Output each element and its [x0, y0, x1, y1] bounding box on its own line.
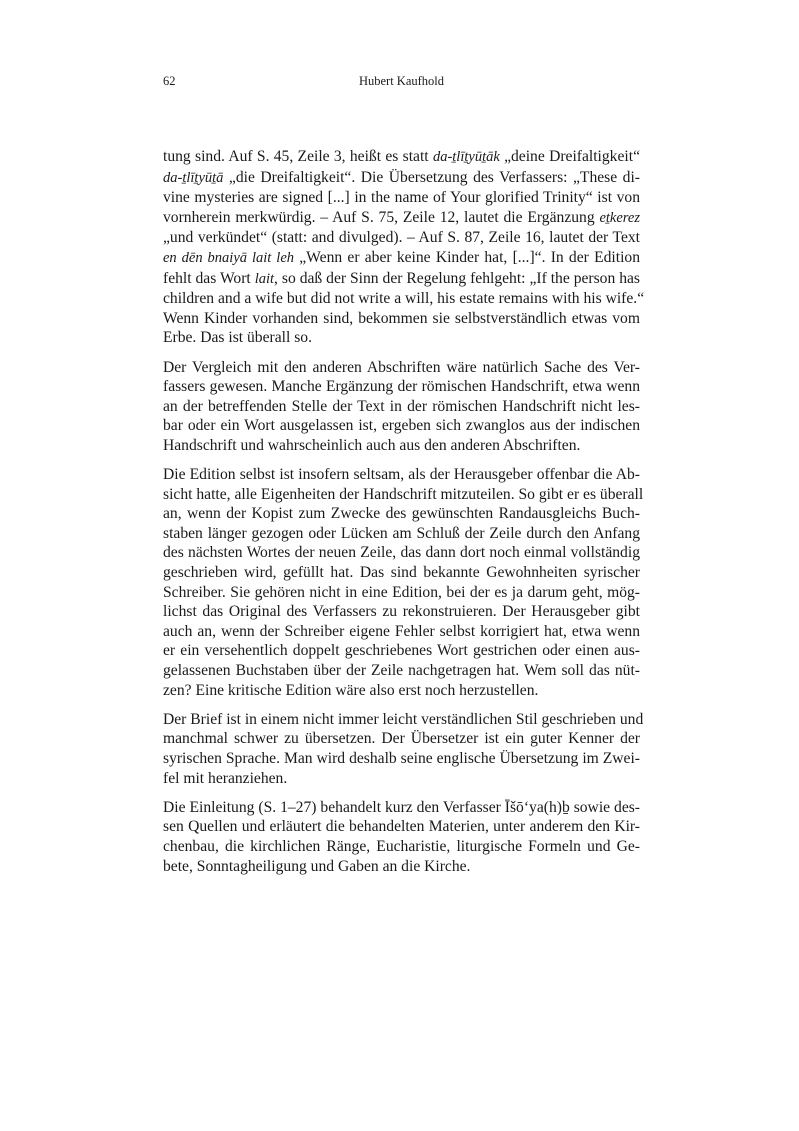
- text-segment: fassers gewesen. Manche Ergänzung der römischen Handschrift, etwa wenn: [163, 378, 640, 396]
- text-line: [163, 729, 640, 749]
- body-text: [163, 147, 645, 886]
- text-line: [163, 710, 644, 730]
- text-line: [163, 416, 640, 436]
- text-segment: lichst das Original des Verfassers zu rekonstruieren. Der Herausgeber gibt: [163, 603, 640, 621]
- text-line: [163, 837, 640, 857]
- text-segment: sicht hatte, alle Eigenheiten der Handschrift mitzuteilen. So gibt er es überall: [163, 485, 644, 503]
- text-line: [163, 309, 640, 329]
- text-line: [163, 602, 640, 622]
- text-segment: fehlt das Wort: [163, 269, 255, 287]
- text-segment: manchmal schwer zu übersetzen. Der Übersetzer ist ein guter Kenner der: [163, 730, 640, 748]
- page-number: 62: [163, 74, 176, 88]
- text-line: [163, 661, 640, 681]
- text-line: [163, 147, 640, 168]
- italic-term: eṯkerez: [599, 209, 640, 226]
- text-segment: vine mysteries are signed [...] in the name of Your glorified Trinity“ ist von: [163, 189, 640, 207]
- text-line: [163, 397, 640, 417]
- text-line: [163, 289, 645, 309]
- text-segment: an, wenn der Kopist zum Zwecke des gewünschten Randausgleichs Buch-: [163, 505, 640, 523]
- running-title: Hubert Kaufhold: [358, 74, 445, 88]
- text-line: [163, 798, 640, 818]
- text-line: [163, 857, 640, 877]
- text-line: [163, 817, 640, 837]
- text-segment: Die Einleitung (S. 1–27) behandelt kurz den Verfasser Īšō‘ya(h)ḇ sowie des-: [163, 798, 640, 816]
- text-segment: fel mit heranziehen.: [163, 769, 288, 787]
- text-segment: chenbau, die kirchlichen Ränge, Eucharistie, liturgische Formeln und Ge-: [163, 837, 640, 855]
- paragraph: [163, 798, 640, 876]
- text-line: [163, 485, 644, 505]
- text-segment: „und verkündet“ (statt: and divulged). – Auf S. 87, Zeile 16, lautet der Text: [163, 229, 640, 247]
- text-line: [163, 524, 640, 544]
- italic-term: da-ṯlīṯyūṯāk: [432, 149, 500, 165]
- text-segment: geschrieben wird, gefüllt hat. Das sind bekannte Gewohnheiten syrischer: [163, 564, 640, 582]
- text-segment: auch an, wenn der Schreiber eigene Fehler selbst korrigiert hat, etwa wenn: [163, 622, 640, 640]
- page-header: [163, 74, 640, 90]
- text-line: [163, 622, 640, 642]
- text-segment: Der Brief ist in einem nicht immer leicht verständlichen Stil geschrieben und: [163, 710, 644, 728]
- text-segment: sen Quellen und erläutert die behandelten Materien, unter anderem den Kir-: [163, 818, 640, 836]
- text-line: [163, 188, 640, 208]
- text-line: [163, 563, 640, 583]
- text-line: [163, 769, 640, 789]
- paragraph: [163, 465, 644, 700]
- text-segment: , so daß der Sinn der Regelung fehlgeht: „If the person has: [274, 269, 640, 287]
- text-line: [163, 358, 640, 378]
- text-segment: „Wenn er aber keine Kinder hat, [...]“. In der Edition: [294, 248, 641, 266]
- text-segment: er ein versehentlich doppelt geschriebenes Wort gestrichen oder einen aus-: [163, 642, 640, 660]
- text-line: [163, 168, 640, 189]
- text-segment: tung sind. Auf S. 45, Zeile 3, heißt es statt: [163, 148, 433, 165]
- text-line: [163, 465, 640, 485]
- text-segment: an der betreffenden Stelle der Text in der römischen Handschrift nicht les-: [163, 397, 640, 415]
- text-line: [163, 681, 640, 701]
- text-segment: children and a wife but did not write a will, his estate remains with his wife.“: [163, 290, 645, 308]
- text-segment: vornherein merkwürdig. – Auf S. 75, Zeile 12, lautet die Ergänzung: [163, 208, 600, 226]
- text-line: [163, 504, 640, 524]
- text-segment: gelassenen Buchstaben über der Zeile nachgetragen hat. Wem soll das nüt-: [163, 662, 640, 680]
- text-line: [163, 248, 640, 269]
- text-segment: des nächsten Wortes der neuen Zeile, das dann dort noch einmal vollständig: [163, 544, 640, 562]
- italic-term: en dēn bnaiyā lait leh: [163, 249, 295, 266]
- text-line: [163, 543, 640, 563]
- text-line: [163, 377, 640, 397]
- text-line: [163, 436, 640, 456]
- text-segment: staben länger gezogen oder Lücken am Schluß der Zeile durch den Anfang: [163, 524, 640, 542]
- text-segment: „deine Dreifaltigkeit“: [499, 148, 640, 165]
- text-segment: bete, Sonntagheiligung und Gaben an die Kirche.: [163, 857, 471, 875]
- text-segment: syrischen Sprache. Man wird deshalb seine englische Übersetzung im Zwei-: [163, 750, 640, 767]
- text-line: [163, 749, 640, 769]
- text-segment: Handschrift und wahrscheinlich auch aus den anderen Abschriften.: [163, 436, 581, 454]
- text-line: [163, 328, 640, 348]
- text-segment: Die Edition selbst ist insofern seltsam, als der Herausgeber offenbar die Ab-: [163, 466, 640, 484]
- paragraph: [163, 147, 645, 348]
- paragraph: [163, 710, 644, 788]
- text-segment: Der Vergleich mit den anderen Abschriften wäre natürlich Sache des Ver-: [163, 358, 640, 376]
- text-line: [163, 583, 640, 603]
- text-segment: Erbe. Das ist überall so.: [163, 329, 312, 347]
- italic-term: lait: [254, 270, 275, 287]
- italic-term: da-ṯlīṯyūṯā: [163, 169, 224, 186]
- paragraph: [163, 358, 640, 456]
- text-segment: Wenn Kinder vorhanden sind, bekommen sie selbstverständlich etwas vom: [163, 309, 640, 327]
- text-segment: zen? Eine kritische Edition wäre also erst noch herzustellen.: [163, 681, 539, 699]
- text-line: [163, 269, 640, 290]
- text-segment: bar oder ein Wort ausgelassen ist, ergeben sich zwanglos aus der indischen: [163, 417, 640, 435]
- text-segment: „die Dreifaltigkeit“. Die Übersetzung des Verfassers: „These di-: [223, 168, 640, 186]
- text-line: [163, 641, 640, 661]
- text-line: [163, 208, 640, 229]
- text-segment: Schreiber. Sie gehören nicht in eine Edition, bei der es ja darum geht, mög-: [163, 583, 640, 601]
- text-line: [163, 228, 640, 248]
